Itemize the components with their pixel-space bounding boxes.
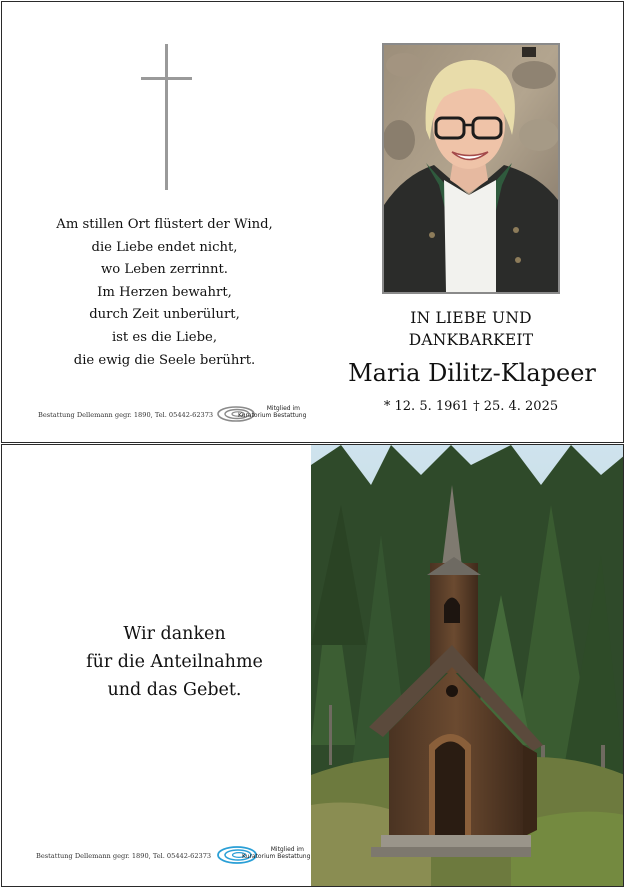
- logo-text-line: Kuratorium Bestattung: [238, 412, 307, 419]
- thanks-line: Wir danken: [123, 624, 226, 644]
- poem-line: ist es die Liebe,: [111, 329, 218, 345]
- poem-line: durch Zeit unberülurt,: [89, 307, 240, 323]
- dedication-heading: [362, 307, 580, 351]
- funeral-home-footer: Bestattung Dellemann gegr. 1890, Tel. 05442-62373: [36, 852, 212, 860]
- chapel-image: [311, 445, 624, 887]
- life-dates: * 12. 5. 1961 † 25. 4. 2025: [383, 399, 559, 414]
- portrait-photo: [382, 43, 560, 294]
- kuratorium-logo-label: [238, 405, 307, 419]
- funeral-home-footer: Bestattung Dellemann gegr. 1890, Tel. 05442-62373: [38, 411, 214, 419]
- heading-line: IN LIEBE UND: [410, 309, 532, 327]
- parte-card-back: [1, 444, 624, 887]
- thanks-line: für die Anteilnahme: [86, 652, 263, 672]
- portrait-image: [384, 45, 558, 292]
- logo-text-line: Mitglied im: [270, 846, 304, 853]
- poem-line: wo Leben zerrinnt.: [101, 262, 228, 278]
- cross-icon-bar: [141, 77, 192, 80]
- cross-icon: [165, 44, 168, 190]
- thanks-line: und das Gebet.: [107, 680, 242, 700]
- poem-line: Im Herzen bewahrt,: [97, 284, 232, 300]
- memorial-poem: [42, 214, 287, 372]
- poem-line: Am stillen Ort flüstert der Wind,: [56, 217, 273, 232]
- kuratorium-logo-label: [242, 846, 311, 860]
- logo-text-line: Kuratorium Bestattung: [242, 853, 311, 860]
- thanks-message: [42, 620, 307, 704]
- poem-line: die Liebe endet nicht,: [91, 239, 238, 255]
- deceased-name: Maria Dilitz-Klapeer: [348, 359, 596, 387]
- poem-line: die ewig die Seele berührt.: [73, 352, 256, 368]
- chapel-photo: [311, 445, 624, 887]
- parte-card-front: [1, 1, 624, 443]
- logo-text-line: Mitglied im: [266, 405, 300, 412]
- heading-line: DANKBARKEIT: [408, 331, 534, 349]
